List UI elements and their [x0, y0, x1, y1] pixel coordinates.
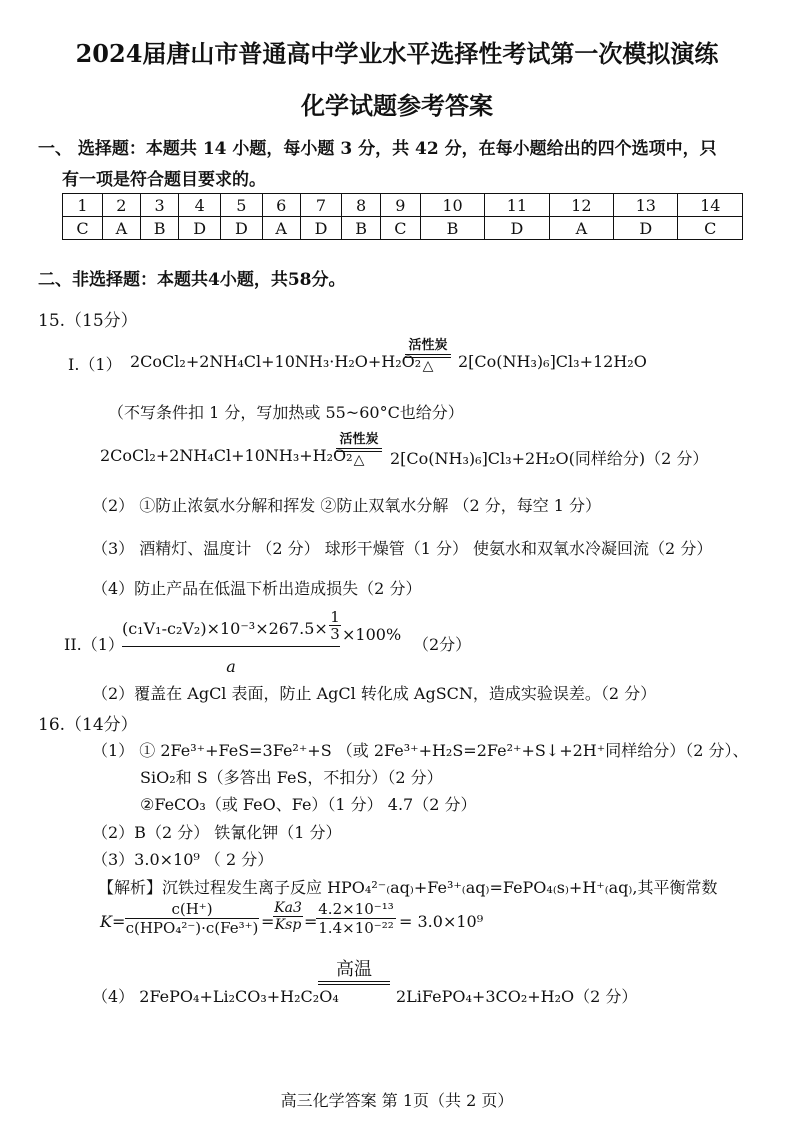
answer-table-answer-cell: B — [342, 217, 381, 240]
k-label: K= — [100, 912, 126, 931]
q16-l1: （1） ① 2Fe³⁺+FeS=3Fe²⁺+S （或 2Fe³⁺+H₂S=2Fe²⁺+S↓+2H⁺同样给分）（2 分）、 — [92, 741, 749, 760]
answer-table-answer-cell: C — [678, 217, 743, 240]
q15-eq1-right: 2[Co(NH₃)₆]Cl₃+12H₂O — [458, 352, 647, 371]
q16-l7-right: 2LiFePO₄+3CO₂+H₂O（2 分） — [396, 987, 638, 1006]
ka-denominator: Ksp — [274, 917, 302, 933]
answer-table-answer-cell: C — [380, 217, 420, 240]
q15-eq2-left: 2CoCl₂+2NH₄Cl+10NH₃+H₂O₂ — [100, 446, 353, 465]
q15-ii1-fraction — [122, 619, 340, 676]
page-footer: 高三化学答案 第 1页（共 2 页） — [280, 1091, 514, 1110]
section1-heading-cont: 有一项是符合题目要求的。 — [62, 170, 266, 190]
answer-table-number-cell: 13 — [614, 194, 678, 217]
k-denominator: c(HPO₄²⁻)·c(Fe³⁺) — [125, 919, 259, 937]
ii1-denominator: a — [226, 657, 236, 676]
ii1-third-denominator: 3 — [330, 625, 340, 643]
answer-table-answer-cell: A — [262, 217, 300, 240]
val-denominator: 1.4×10⁻²² — [318, 919, 394, 937]
page-subtitle: 化学试题参考答案 — [301, 91, 493, 120]
ii1-one-third — [329, 609, 341, 642]
q16-l6: 【解析】沉铁过程发生离子反应 HPO₄²⁻₍aq₎+Fe³⁺₍aq₎=FePO₄₍s₎+H⁺₍aq₎,其平衡常数 — [98, 878, 718, 897]
q15-i3: （3） 酒精灯、温度计 （2 分） 球形干燥管（1 分） 使氨水和双氧水冷凝回流（2 分） — [92, 539, 713, 558]
val-numerator: 4.2×10⁻¹³ — [318, 900, 394, 918]
answer-table-number-cell: 9 — [380, 194, 420, 217]
q16-l7-left: （4） 2FePO₄+Li₂CO₃+H₂C₂O₄ — [92, 987, 339, 1006]
q15-i4: （4）防止产品在低温下析出造成损失（2 分） — [92, 579, 422, 598]
answer-table-answer-cell: D — [179, 217, 221, 240]
k-equals-2: = — [304, 912, 318, 931]
answer-table-answer-row — [63, 217, 743, 240]
section1-heading: 一、 选择题：本题共 14 小题，每小题 3 分，共 42 分，在每小题给出的四个选项中，只 — [38, 139, 717, 159]
answer-table-number-cell: 3 — [140, 194, 179, 217]
q15-i1-label: I.（1） — [68, 355, 122, 374]
k-numerator: c(H⁺) — [171, 900, 213, 918]
q15-ii2: （2）覆盖在 AgCl 表面，防止 AgCl 转化成 AgSCN，造成实验误差。（2 分） — [92, 684, 657, 703]
q15-i2: （2） ①防止浓氨水分解和挥发 ②防止双氧水分解 （2 分，每空 1 分） — [92, 496, 602, 515]
ii1-third-numerator: 1 — [330, 608, 340, 626]
k-fraction — [125, 900, 259, 937]
answer-table-number-cell: 2 — [102, 194, 140, 217]
answer-table-answer-cell: D — [614, 217, 678, 240]
q15-eq1-left: 2CoCl₂+2NH₄Cl+10NH₃·H₂O+H₂O₂ — [130, 352, 422, 371]
eq2-condition — [336, 433, 382, 467]
answer-table-number-row — [63, 194, 743, 217]
q15-note: （不写条件扣 1 分，写加热或 55~60°C也给分） — [108, 403, 464, 422]
answer-table-answer-cell: D — [300, 217, 342, 240]
ii1-numerator-text: (c₁V₁-c₂V₂)×10⁻³×267.5× — [122, 619, 328, 638]
answer-table-number-cell: 8 — [342, 194, 381, 217]
answer-table-answer-cell: B — [420, 217, 484, 240]
q15-eq2-right: 2[Co(NH₃)₆]Cl₃+2H₂O(同样给分)（2 分） — [390, 449, 709, 468]
answer-table-answer-cell: B — [140, 217, 179, 240]
k-result: = 3.0×10⁹ — [399, 912, 484, 931]
k-equals-1: = — [261, 912, 275, 931]
answer-table-number-cell: 10 — [420, 194, 484, 217]
ii1-score: （2分） — [413, 635, 472, 654]
answer-table-answer-cell: D — [221, 217, 263, 240]
eq1-condition — [405, 339, 451, 373]
q15-title: 15.（15分） — [38, 311, 138, 331]
ii1-numerator — [122, 619, 340, 638]
answer-table — [62, 193, 743, 240]
answer-table-number-cell: 14 — [678, 194, 743, 217]
ka-numerator: Ka3 — [274, 900, 302, 916]
q16-l5: （3）3.0×10⁹ （ 2 分） — [92, 850, 274, 869]
ii1-percent: ×100% — [342, 625, 402, 644]
l7-condition — [318, 960, 390, 986]
ka-fraction — [273, 900, 303, 933]
answer-table-number-cell: 5 — [221, 194, 263, 217]
q16-l4: （2）B（2 分） 铁氰化钾（1 分） — [92, 823, 342, 842]
answer-table-answer-cell: A — [102, 217, 140, 240]
answer-table-number-cell: 4 — [179, 194, 221, 217]
q16-l2: SiO₂和 S（多答出 FeS，不扣分）（2 分） — [140, 768, 443, 787]
answer-table-number-cell: 6 — [262, 194, 300, 217]
l7-equals-sign — [318, 981, 390, 985]
eq1-catalyst: 活性炭 — [408, 338, 448, 353]
q16-title: 16.（14分） — [38, 715, 138, 735]
page-title: 2024届唐山市普通高中学业水平选择性考试第一次模拟演练 — [75, 39, 719, 68]
l7-condition-text: 高温 — [336, 959, 372, 980]
ii1-fraction-bar — [122, 646, 340, 647]
answer-table-number-cell: 1 — [63, 194, 103, 217]
eq1-heat-symbol: △ — [422, 358, 434, 374]
section2-heading: 二、非选择题：本题共4小题，共58分。 — [38, 270, 346, 290]
eq2-heat-symbol: △ — [353, 452, 365, 468]
q16-l3: ②FeCO₃（或 FeO、Fe）（1 分） 4.7（2 分） — [140, 795, 477, 814]
q15-ii1-label: II.（1） — [64, 635, 124, 654]
answer-table-answer-cell: D — [485, 217, 549, 240]
answer-table-answer-cell: A — [549, 217, 613, 240]
answer-table-number-cell: 7 — [300, 194, 342, 217]
answer-table-number-cell: 11 — [485, 194, 549, 217]
eq2-catalyst: 活性炭 — [339, 432, 379, 447]
answer-table-answer-cell: C — [63, 217, 103, 240]
answer-table-number-cell: 12 — [549, 194, 613, 217]
val-fraction — [316, 900, 396, 937]
